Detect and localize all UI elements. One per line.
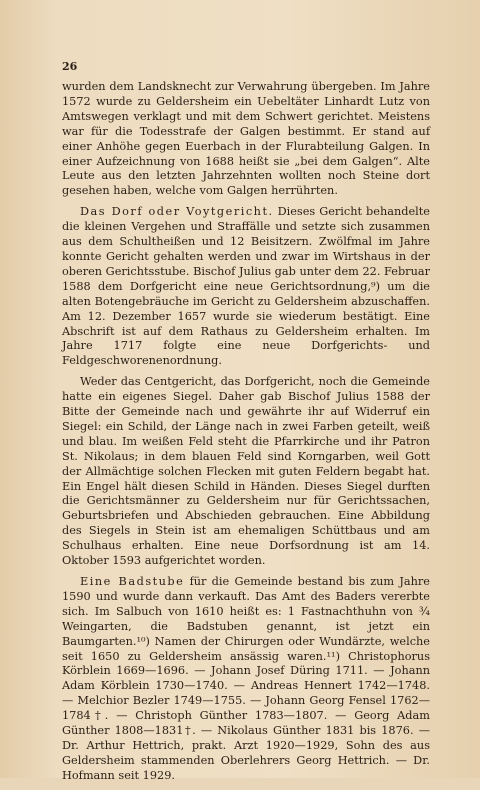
body-text: [62, 80, 430, 790]
page-number: 26: [62, 60, 78, 73]
paragraph-gallows: [62, 80, 430, 199]
paragraph-badstube: [62, 575, 430, 784]
paragraph-text: Dieses Gericht behandelte die kleinen Vergehen und Straffälle und setzte sich zusammen aus dem Schultheißen und 12 Beisitzern. Zwölfmal im Jahre konnte Gericht gehalten werden und zwar im Wirtshaus in der oberen Gerichtsstube. Bischof Julius gab unter dem 22. Februar 1588 dem Dorfgericht eine neue Gerichtsordnung,⁹) um die alten Botengebräuche im Gericht zu Geldersheim abzuschaffen. Am 12. Dezember 1657 wurde sie wiederum bestätigt. Eine Abschrift ist auf dem Rathaus zu Geldersheim erhalten. Im Jahre 1717 folgte eine neue Dorfgerichts- und Feldgeschworenenordnung.: [62, 205, 430, 368]
paragraph-siegel: [62, 375, 430, 569]
paragraph-text: für die Gemeinde bestand bis zum Jahre 1590 und wurde dann verkauft. Das Amt des Baders vererbte sich. Im Salbuch von 1610 heißt es: 1 Fastnachthuhn von ¾ Weingarten, die Badstuben genannt, ist jetzt ein Baumgarten.¹⁰) Namen der Chirurgen oder Wundärzte, welche seit 1650 zu Geldersheim ansässig waren.¹¹) Christophorus Körblein 1669—1696. — Johann Josef Düring 1711. — Johann Adam Körblein 1730—1740. — Andreas Hennert 1742—1748. — Melchior Bezler 1749—1755. — Johann Georg Fensel 1762—1784†. — Christoph Günther 1783—1807. — Georg Adam Günther 1808—1831†. — Nikolaus Günther 1831 bis 1876. — Dr. Arthur Hettrich, prakt. Arzt 1920—1929, Sohn des aus Geldersheim stammenden Oberlehrers Georg Hettrich. — Dr. Hofmann seit 1929.: [62, 575, 430, 782]
paragraph-text: wurden dem Landsknecht zur Verwahrung übergeben. Im Jahre 1572 wurde zu Geldersheim ein Uebeltäter Linhardt Lutz von Amtswegen verklagt und mit dem Schwert gerichtet. Meistens war für die Todesstrafe der Galgen bestimmt. Er stand auf einer Anhöhe gegen Euerbach in der Flurabteilung Galgen. In einer Aufzeichnung von 1688 heißt sie „bei dem Galgen“. Alte Leute aus den letzten Jahrzehnten wollten noch Steine dort gesehen haben, welche vom Galgen herrührten.: [62, 80, 430, 198]
paragraph-dorfgericht: [62, 205, 430, 369]
paragraph-lead: Das Dorf oder Voytgericht.: [80, 205, 274, 219]
paragraph-lead: Eine Badstube: [80, 575, 185, 588]
paragraph-text: Weder das Centgericht, das Dorfgericht, noch die Gemeinde hatte ein eigenes Siegel. Daher gab Bischof Julius 1588 der Bitte der Gemeinde nach und gewährte ihr auf Widerruf ein Siegel: ein Schild, der Länge nach in zwei Farben geteilt, weiß und blau. Im weißen Feld steht die Pfarrkirche und ihr Patron St. Nikolaus; in dem blauen Feld sind Korngarben, weil Gott der Allmächtige solchen Flecken mit guten Feldern begabt hat. Ein Engel hält diesen Schild in Händen. Dieses Siegel durften die Gerichtsmänner zu Geldersheim nur für Gerichtssachen, Geburtsbriefen und Abschieden gebrauchen. Eine Abbildung des Siegels in Stein ist am ehemaligen Schüttbaus und am Schulhaus erhalten. Eine neue Dorfsordnung ist am 14. Oktober 1593 aufgerichtet worden.: [62, 375, 430, 568]
